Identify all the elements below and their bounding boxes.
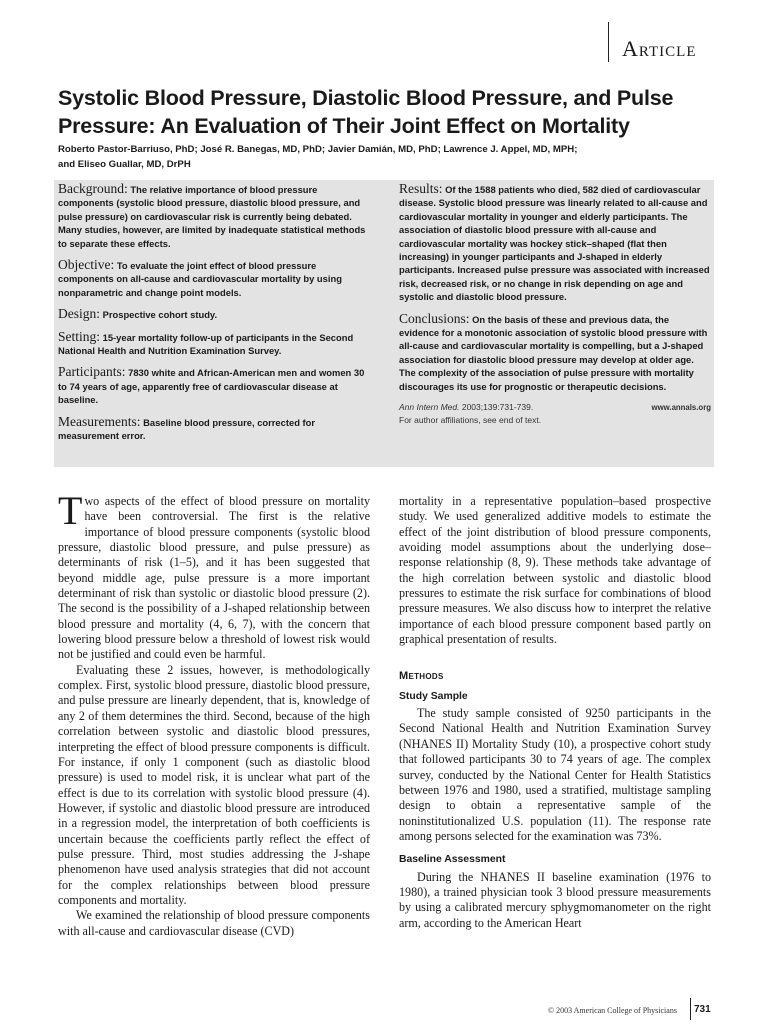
abstract-text: Baseline blood pressure, corrected for measurement error. xyxy=(58,416,316,442)
authors-line-1: Roberto Pastor-Barriuso, PhD; José R. Banegas, MD, PhD; Javier Damián, MD, PhD; Lawrence J. Appel, MD, MPH; xyxy=(58,144,578,155)
abstract-text: To evaluate the joint effect of blood pressure components on all-cause and cardiovascular mortality by using nonparametric and change point models. xyxy=(58,260,342,298)
abstract-heading: Participants: xyxy=(58,364,126,380)
abstract-background-section xyxy=(58,182,370,250)
footer-divider xyxy=(690,998,691,1020)
abstract-participants-section xyxy=(58,365,370,406)
body-paragraph: Evaluating these 2 issues, however, is methodologically complex. First, systolic blood pressure, diastolic blood pressure, and pulse pressure are linearly dependent, that is, knowledge of any 2 of them determines the third. Second, because of the high correlation between systolic and diastolic blood pressures, interpreting the effect of blood pressure components is difficult. For instance, if only 1 component (such as diastolic blood pressure) is used to model risk, it is unclear what part of the effect is due to its correlation with systolic blood pressure (4). However, if systolic and diastolic blood pressure are introduced in a regression model, the interpretation of both coefficients is uncertain because the coefficients partly reflect the effect of pulse pressure. Third, most studies addressing the J-shape phenomenon have used analysis strategies that did not account for the complex relationships between blood pressure components and mortality. xyxy=(58,662,370,907)
abstract-text: Of the 1588 patients who died, 582 died of cardiovascular disease. Systolic blood pressure was linearly related to all-cause and cardiovascular mortality in younger and elderly participants. The association of diastolic blood pressure with all-cause and cardiovascular mortality was hockey stick–shaped (flat then increasing) in younger participants and J-shaped in elderly participants. Increased pulse pressure was associated with increased risk, decreased risk, or no change in risk depending on age and systolic and diastolic blood pressure. xyxy=(399,184,710,303)
journal-name: Ann Intern Med. xyxy=(399,402,460,413)
abstract-heading: Setting: xyxy=(58,328,101,344)
body-right-column xyxy=(399,494,711,931)
abstract-heading: Design: xyxy=(58,306,100,322)
section-label: Article xyxy=(622,36,697,61)
affiliations-note: For author affiliations, see end of text. xyxy=(399,415,542,426)
drop-cap: T xyxy=(58,488,83,533)
abstract-results-section xyxy=(399,182,711,304)
abstract-left-column xyxy=(58,182,370,451)
study-sample-heading: Study Sample xyxy=(399,690,468,702)
journal-url-link[interactable]: www.annals.org xyxy=(651,403,711,413)
baseline-assessment-heading: Baseline Assessment xyxy=(399,854,506,866)
body-paragraph: We examined the relationship of blood pressure components with all-cause and cardiovascular disease (CVD) xyxy=(58,908,370,938)
abstract-conclusions-section xyxy=(399,312,711,393)
abstract-heading: Conclusions: xyxy=(399,310,470,326)
body-paragraph: During the NHANES II baseline examination (1976 to 1980), a trained physician took 3 blood pressure measurements by using a calibrated mercury sphygmomanometer on the right arm, according to the American Heart xyxy=(399,869,711,930)
abstract-setting-section xyxy=(58,330,370,358)
paragraph-text: wo aspects of the effect of blood pressure on mortality have been controversial. The first is the relative importance of blood pressure components (systolic blood pressure, diastolic blood pressure, and pulse pressure) as determinants of risk (1–5), and it has been suggested that beyond middle age, pulse pressure is a more important determinant of risk than systolic or diastolic blood pressure (2). The second is the possibility of a J-shaped relationship between blood pressure and mortality (4, 6, 7), with the concern that lowering blood pressure below a threshold of lowest risk would not be justified and could even be harmful. xyxy=(58,494,370,662)
body-left-column xyxy=(58,488,370,939)
abstract-heading: Measurements: xyxy=(58,413,141,429)
methods-heading: Methods xyxy=(399,670,444,683)
citation-line xyxy=(399,401,711,414)
authors-line-2: and Eliseo Guallar, MD, DrPH xyxy=(58,159,191,170)
header-divider xyxy=(608,22,609,62)
volume-pages: 2003;139:731-739. xyxy=(459,402,534,413)
abstract-measurements-section xyxy=(58,415,370,443)
abstract-text: 15-year mortality follow-up of participants in the Second National Health and Nutrition Examination Survey. xyxy=(58,331,354,357)
body-paragraph: The study sample consisted of 9250 participants in the Second National Health and Nutrition Examination Survey (NHANES II) Mortality Study (10), a prospective cohort study that followed participants 30 to 74 years of age. The complex survey, conducted by the National Center for Health Statistics between 1976 and 1980, used a stratified, multistage sampling design to obtain a representative sample of the noninstitutionalized U.S. population (11). The response rate among persons selected for the examination was 73%. xyxy=(399,706,711,843)
article-title: Systolic Blood Pressure, Diastolic Blood Pressure, and Pulse Pressure: An Evaluation of Their Joint Effect on Mortality xyxy=(58,86,674,138)
author-list xyxy=(58,142,658,172)
abstract-text: Prospective cohort study. xyxy=(102,309,218,321)
abstract-heading: Objective: xyxy=(58,257,115,273)
abstract-objective-section xyxy=(58,258,370,299)
body-paragraph: mortality in a representative population–based prospective study. We used generalized additive models to estimate the effect of the joint distribution of blood pressure components, avoiding model assumptions about the underlying dose–response relationship (8, 9). These methods take advantage of the high correlation between systolic and diastolic blood pressures to estimate the risk surface for combinations of blood pressure measures. We also discuss how to interpret the relative importance of each blood pressure component based partly on graphical presentation of results. xyxy=(399,494,711,647)
abstract-text: 7830 white and African-American men and women 30 to 74 years of age, apparently free of cardiovascular disease at baseline. xyxy=(58,367,365,406)
body-paragraph xyxy=(58,488,370,663)
abstract-heading: Results: xyxy=(399,181,443,196)
citation-ref xyxy=(399,401,533,414)
copyright-notice: © 2003 American College of Physicians xyxy=(548,1006,677,1015)
page-number: 731 xyxy=(694,1004,711,1015)
abstract-design-section xyxy=(58,307,370,321)
abstract-right-column xyxy=(399,182,711,427)
citation-block xyxy=(399,401,711,427)
abstract-heading: Background: xyxy=(58,181,128,196)
abstract-text: On the basis of these and previous data, the evidence for a monotonic association of systolic blood pressure with all-cause and cardiovascular mortality is compelling, but a J-shaped association for diastolic blood pressure may develop at older age. The complexity of the association of pulse pressure with mortality discourages its use for prognostic or therapeutic decisions. xyxy=(399,313,708,392)
abstract-text: The relative importance of blood pressure components (systolic blood pressure, diastolic blood pressure, and pulse pressure) on cardiovascular risk is currently being debated. Many studies, however, are limited by inadequate statistical methods to separate these effects. xyxy=(58,184,366,249)
